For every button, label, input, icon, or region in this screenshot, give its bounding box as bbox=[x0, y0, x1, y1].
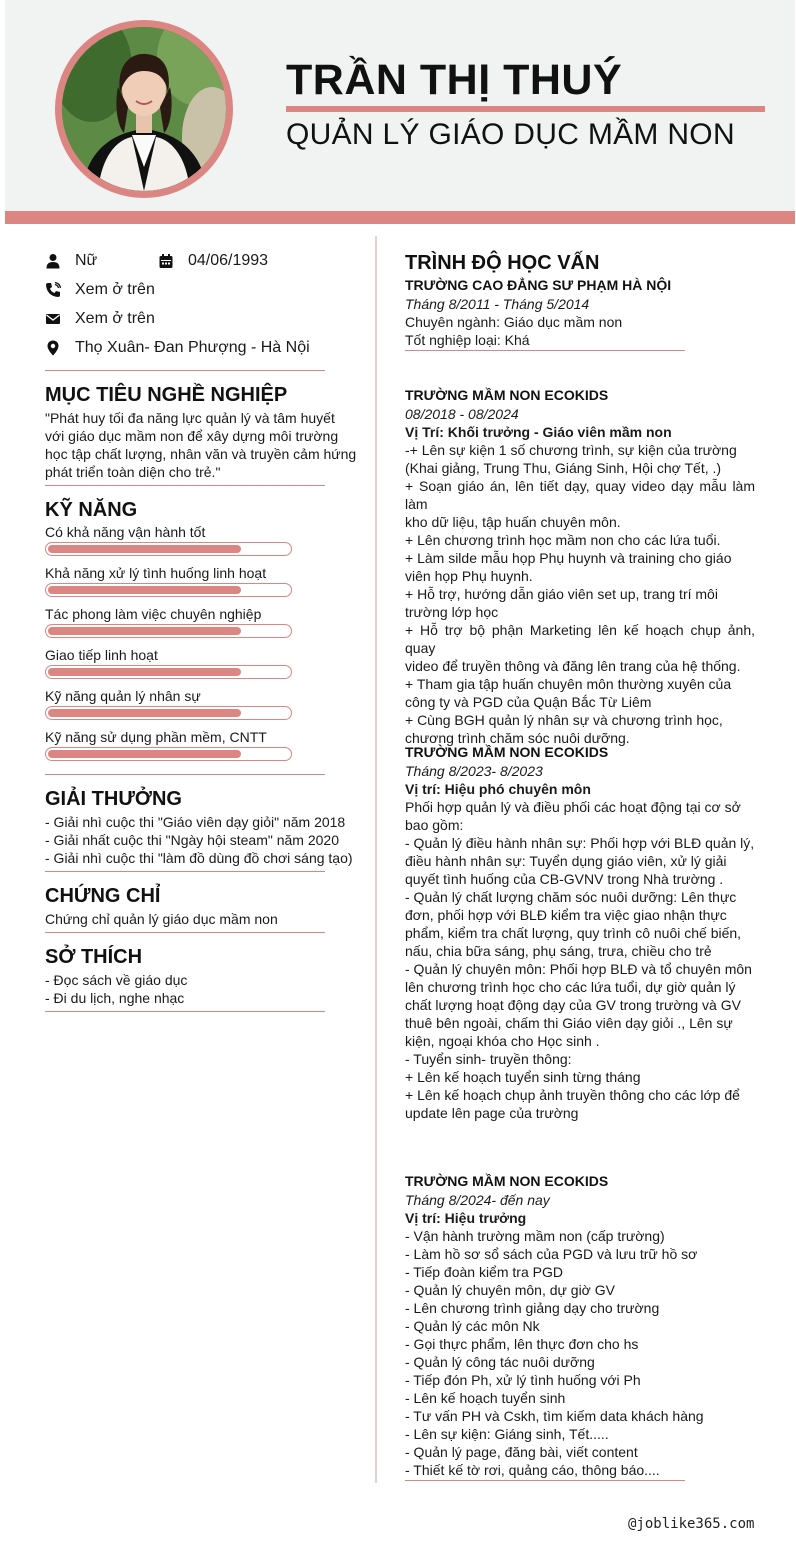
profile-photo bbox=[62, 27, 226, 191]
education-school: TRƯỜNG CAO ĐẲNG SƯ PHẠM HÀ NỘI bbox=[405, 277, 672, 293]
experience-line: chất lượng hoạt động dạy của GV trong trường và GV bbox=[405, 997, 741, 1013]
divider bbox=[45, 370, 325, 371]
objective-line: "Phát huy tối đa năng lực quản lý và tâm huyết bbox=[45, 410, 335, 426]
experience-line: + Hỗ trợ bộ phận Marketing lên kế hoạch chụp ảnh, quay bbox=[405, 622, 755, 656]
hobby-item: - Đi du lịch, nghe nhạc bbox=[45, 990, 185, 1006]
experience-line: - Tuyển sinh- truyền thông: bbox=[405, 1051, 572, 1067]
experience-line: quyết tình huống của CB-GVNV trong Nhà trường . bbox=[405, 871, 724, 887]
skill-label: Có khả năng vận hành tốt bbox=[45, 524, 206, 540]
hobby-item: - Đọc sách về giáo dục bbox=[45, 972, 188, 988]
user-icon bbox=[45, 253, 61, 269]
experience-company: TRƯỜNG MẦM NON ECOKIDS bbox=[405, 387, 609, 403]
gender-value: Nữ bbox=[75, 252, 98, 269]
experience-line: trường lớp học bbox=[405, 604, 499, 620]
divider bbox=[45, 485, 325, 486]
experience-line: + Làm silde mẫu họp Phụ huynh và training cho giáo bbox=[405, 550, 732, 566]
experience-line: lên chương trình học cho các lứa tuổi, dự giờ quản lý bbox=[405, 979, 736, 995]
experience-line: - Quản lý chất lượng chăm sóc nuôi dưỡng: Lên thực bbox=[405, 889, 737, 905]
skill-bar-fill bbox=[48, 586, 241, 594]
email-row bbox=[45, 308, 155, 330]
education-details bbox=[405, 295, 755, 349]
divider bbox=[45, 871, 325, 872]
experience-line: chương trình chăm sóc nuôi dưỡng. bbox=[405, 730, 630, 746]
email-value: Xem ở trên bbox=[75, 310, 155, 327]
awards-heading: GIẢI THƯỞNG bbox=[45, 788, 182, 810]
divider bbox=[405, 350, 685, 351]
objective-heading: MỤC TIÊU NGHỀ NGHIỆP bbox=[45, 384, 288, 406]
skill-bar bbox=[45, 542, 292, 556]
skill-label: Khả năng xử lý tình huống linh hoạt bbox=[45, 565, 267, 581]
experience-line: - Thiết kế tờ rơi, quảng cáo, thông báo.... bbox=[405, 1462, 660, 1478]
experience-line: - Quản lý điều hành nhân sự: Phối hợp với BLĐ quản lý, bbox=[405, 835, 755, 851]
dob-value: 04/06/1993 bbox=[188, 252, 269, 269]
experience-line: (Khai giảng, Trung Thu, Giáng Sinh, Hội chợ Tết, .) bbox=[405, 460, 722, 476]
experience-period: Tháng 8/2024- đến nay bbox=[405, 1192, 550, 1208]
experience-line: update lên page của trường bbox=[405, 1105, 579, 1121]
dob-row bbox=[158, 250, 268, 272]
experience-line: - Lên chương trình giảng dạy cho trường bbox=[405, 1300, 660, 1316]
phone-icon bbox=[45, 282, 61, 298]
experience-line: - Quản lý các môn Nk bbox=[405, 1318, 540, 1334]
experience-line: -+ Lên sự kiện 1 số chương trình, sự kiện của trường bbox=[405, 442, 737, 458]
experience-line: kiện, ngoại khóa cho Học sinh . bbox=[405, 1033, 600, 1049]
location-icon bbox=[45, 340, 61, 356]
phone-value: Xem ở trên bbox=[75, 281, 155, 298]
mail-icon bbox=[45, 311, 61, 327]
experience-line: - Quản lý công tác nuôi dưỡng bbox=[405, 1354, 595, 1370]
experience-line: + Hỗ trợ, hướng dẫn giáo viên set up, trang trí môi bbox=[405, 586, 718, 602]
experience-line: - Vận hành trường mầm non (cấp trường) bbox=[405, 1228, 665, 1244]
experience-line: kho dữ liệu, tập huấn chuyên môn. bbox=[405, 514, 621, 530]
certificates-list bbox=[45, 910, 345, 928]
objective-line: học tập chất lượng, nhân văn và truyền cảm hứng bbox=[45, 446, 357, 462]
name-underline bbox=[286, 106, 765, 112]
skills-heading: KỸ NĂNG bbox=[45, 499, 138, 521]
certificate-item: Chứng chỉ quản lý giáo dục mầm non bbox=[45, 911, 278, 927]
experience-line: - Lên sự kiện: Giáng sinh, Tết..... bbox=[405, 1426, 609, 1442]
experience-line: - Quản lý chuyên môn, dự giờ GV bbox=[405, 1282, 615, 1298]
experience-line: viên họp Phụ huynh. bbox=[405, 568, 533, 584]
skill-label: Kỹ năng sử dụng phần mềm, CNTT bbox=[45, 729, 267, 745]
experience-line: - Tư vấn PH và Cskh, tìm kiếm data khách hàng bbox=[405, 1408, 704, 1424]
experience-line: - Quản lý page, đăng bài, viết content bbox=[405, 1444, 638, 1460]
address-value: Thọ Xuân- Đan Phượng - Hà Nội bbox=[75, 339, 310, 356]
experience-period: 08/2018 - 08/2024 bbox=[405, 406, 519, 422]
certificates-heading: CHỨNG CHỈ bbox=[45, 885, 161, 907]
skill-bar-fill bbox=[48, 668, 241, 676]
skill-bar-fill bbox=[48, 750, 241, 758]
experience-block bbox=[405, 405, 755, 747]
experience-line: Phối hợp quản lý và điều phối các hoạt động tại cơ sở bbox=[405, 799, 741, 815]
header-accent-bar bbox=[5, 211, 795, 224]
objective-line: phát triển toàn diện cho trẻ." bbox=[45, 464, 221, 480]
experience-block bbox=[405, 762, 755, 1122]
experience-block bbox=[405, 1191, 755, 1479]
divider bbox=[405, 1480, 685, 1481]
skill-bar bbox=[45, 624, 292, 638]
skill-label: Tác phong làm việc chuyên nghiệp bbox=[45, 606, 262, 622]
experience-line: video để truyền thông và đăng lên trang của hệ thống. bbox=[405, 658, 741, 674]
experience-period: Tháng 8/2023- 8/2023 bbox=[405, 763, 543, 779]
experience-line: - Quản lý chuyên môn: Phối hợp BLĐ và tổ chuyên môn bbox=[405, 961, 752, 977]
skill-bar-fill bbox=[48, 545, 241, 553]
skill-label: Kỹ năng quản lý nhân sự bbox=[45, 688, 201, 704]
skill-bar bbox=[45, 665, 292, 679]
experience-line: + Lên chương trình học mầm non cho các lứa tuổi. bbox=[405, 532, 721, 548]
experience-line: công ty và PGD của Quận Bắc Từ Liêm bbox=[405, 694, 652, 710]
education-period: Tháng 8/2011 - Tháng 5/2014 bbox=[405, 296, 590, 312]
award-item: - Giải nhì cuộc thi "làm đồ dùng đồ chơi sáng tạo) bbox=[45, 850, 353, 866]
hobbies-list bbox=[45, 971, 345, 1007]
experience-position: Vị trí: Hiệu phó chuyên môn bbox=[405, 781, 591, 797]
education-line: Chuyên ngành: Giáo dục mầm non bbox=[405, 314, 623, 330]
experience-line: + Soạn giáo án, lên tiết dạy, quay video dạy mẫu làm làm bbox=[405, 478, 755, 512]
gender-row bbox=[45, 250, 97, 272]
skill-bar bbox=[45, 747, 292, 761]
experience-position: Vị trí: Hiệu trưởng bbox=[405, 1210, 527, 1226]
awards-list bbox=[45, 813, 355, 867]
experience-line: nấu, chia bữa sáng, phụ sáng, trưa, chiều cho trẻ bbox=[405, 943, 712, 959]
experience-line: thuê bên ngoài, chấm thi Giáo viên dạy giỏi ., Lên sự bbox=[405, 1015, 733, 1031]
skill-bar bbox=[45, 583, 292, 597]
divider bbox=[45, 1011, 325, 1012]
experience-line: - Tiếp đoàn kiểm tra PGD bbox=[405, 1264, 563, 1280]
education-heading: TRÌNH ĐỘ HỌC VẤN bbox=[405, 252, 600, 274]
award-item: - Giải nhì cuộc thi "Giáo viên dạy giỏi" năm 2018 bbox=[45, 814, 346, 830]
experience-line: - Gọi thực phẩm, lên thực đơn cho hs bbox=[405, 1336, 639, 1352]
award-item: - Giải nhất cuộc thi "Ngày hội steam" năm 2020 bbox=[45, 832, 339, 848]
candidate-name: TRẦN THỊ THUÝ bbox=[286, 56, 623, 104]
experience-line: bao gồm: bbox=[405, 817, 464, 833]
skill-label: Giao tiếp linh hoạt bbox=[45, 647, 158, 663]
experience-line: + Cùng BGH quản lý nhân sự và chương trình học, bbox=[405, 712, 723, 728]
divider bbox=[45, 932, 325, 933]
avatar bbox=[55, 20, 233, 198]
experience-line: điều hành nhân sự: Tuyển dụng giáo viên, xử lý giải bbox=[405, 853, 727, 869]
experience-line: + Lên kế hoạch tuyển sinh từng tháng bbox=[405, 1069, 641, 1085]
phone-row bbox=[45, 279, 155, 301]
address-row bbox=[45, 337, 310, 359]
watermark-link: @joblike365.com bbox=[628, 1516, 755, 1532]
objective-text bbox=[45, 409, 357, 481]
experience-line: - Lên kế hoạch tuyển sinh bbox=[405, 1390, 566, 1406]
hobbies-heading: SỞ THÍCH bbox=[45, 946, 143, 968]
divider bbox=[45, 774, 325, 775]
column-divider bbox=[375, 236, 377, 1483]
experience-company: TRƯỜNG MẦM NON ECOKIDS bbox=[405, 1173, 609, 1189]
experience-line: - Tiếp đón Ph, xử lý tình huống với Ph bbox=[405, 1372, 641, 1388]
experience-company: TRƯỜNG MẦM NON ECOKIDS bbox=[405, 744, 609, 760]
experience-line: đơn, phối hợp với BLĐ kiểm tra việc giao nhận thực bbox=[405, 907, 727, 923]
experience-line: - Làm hồ sơ sổ sách của PGD và lưu trữ hồ sơ bbox=[405, 1246, 698, 1262]
objective-line: với giáo dục mầm non để xây dựng môi trường bbox=[45, 428, 339, 444]
calendar-icon bbox=[158, 253, 174, 269]
skill-bar-fill bbox=[48, 627, 241, 635]
skill-bar bbox=[45, 706, 292, 720]
experience-line: phẩm, kiểm tra chất lượng, quy trình cô nuôi chế biến, bbox=[405, 925, 742, 941]
experience-position: Vị Trí: Khối trưởng - Giáo viên mầm non bbox=[405, 424, 672, 440]
job-title: QUẢN LÝ GIÁO DỤC MẦM NON bbox=[286, 118, 735, 151]
education-line: Tốt nghiệp loại: Khá bbox=[405, 332, 530, 348]
experience-line: + Lên kế hoạch chụp ảnh truyền thông cho các lớp để bbox=[405, 1087, 740, 1103]
experience-line: + Tham gia tập huấn chuyên môn thường xuyên của bbox=[405, 676, 732, 692]
skill-bar-fill bbox=[48, 709, 241, 717]
